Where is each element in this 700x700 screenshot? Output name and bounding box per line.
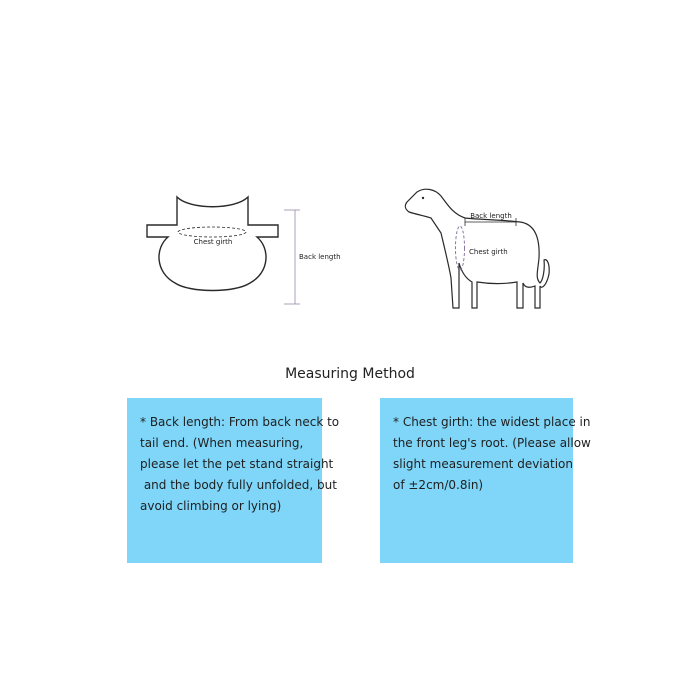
dog-chest-girth-measure-line <box>456 226 465 270</box>
chest-girth-label: Chest girth <box>193 238 233 246</box>
garment-diagram <box>130 180 390 320</box>
dog-chest-girth-label: Chest girth <box>469 248 508 256</box>
note-line: tail end. (When measuring, <box>140 436 304 450</box>
note-line: and the body fully unfolded, but <box>140 478 337 492</box>
note-line: avoid climbing or lying) <box>140 499 282 513</box>
note-line: please let the pet stand straight <box>140 457 334 471</box>
note-line: slight measurement deviation <box>393 457 573 471</box>
dog-eye <box>422 197 424 199</box>
chest-girth-measure-line <box>178 227 246 237</box>
note-line: * Chest girth: the widest place in <box>393 415 591 429</box>
dog-outline-drawing <box>395 178 565 318</box>
dog-diagram <box>395 178 565 318</box>
garment-outline-drawing <box>130 180 390 320</box>
page-title: Measuring Method <box>285 366 415 382</box>
note-line: of ±2cm/0.8in) <box>393 478 484 492</box>
back-length-note <box>127 398 340 563</box>
dog-back-length-label: Back length <box>470 212 512 220</box>
note-line: * Back length: From back neck to <box>140 415 340 429</box>
note-line: the front leg's root. (Please allow <box>393 436 591 450</box>
chest-girth-note <box>380 398 591 563</box>
back-length-label: Back length <box>299 253 341 261</box>
